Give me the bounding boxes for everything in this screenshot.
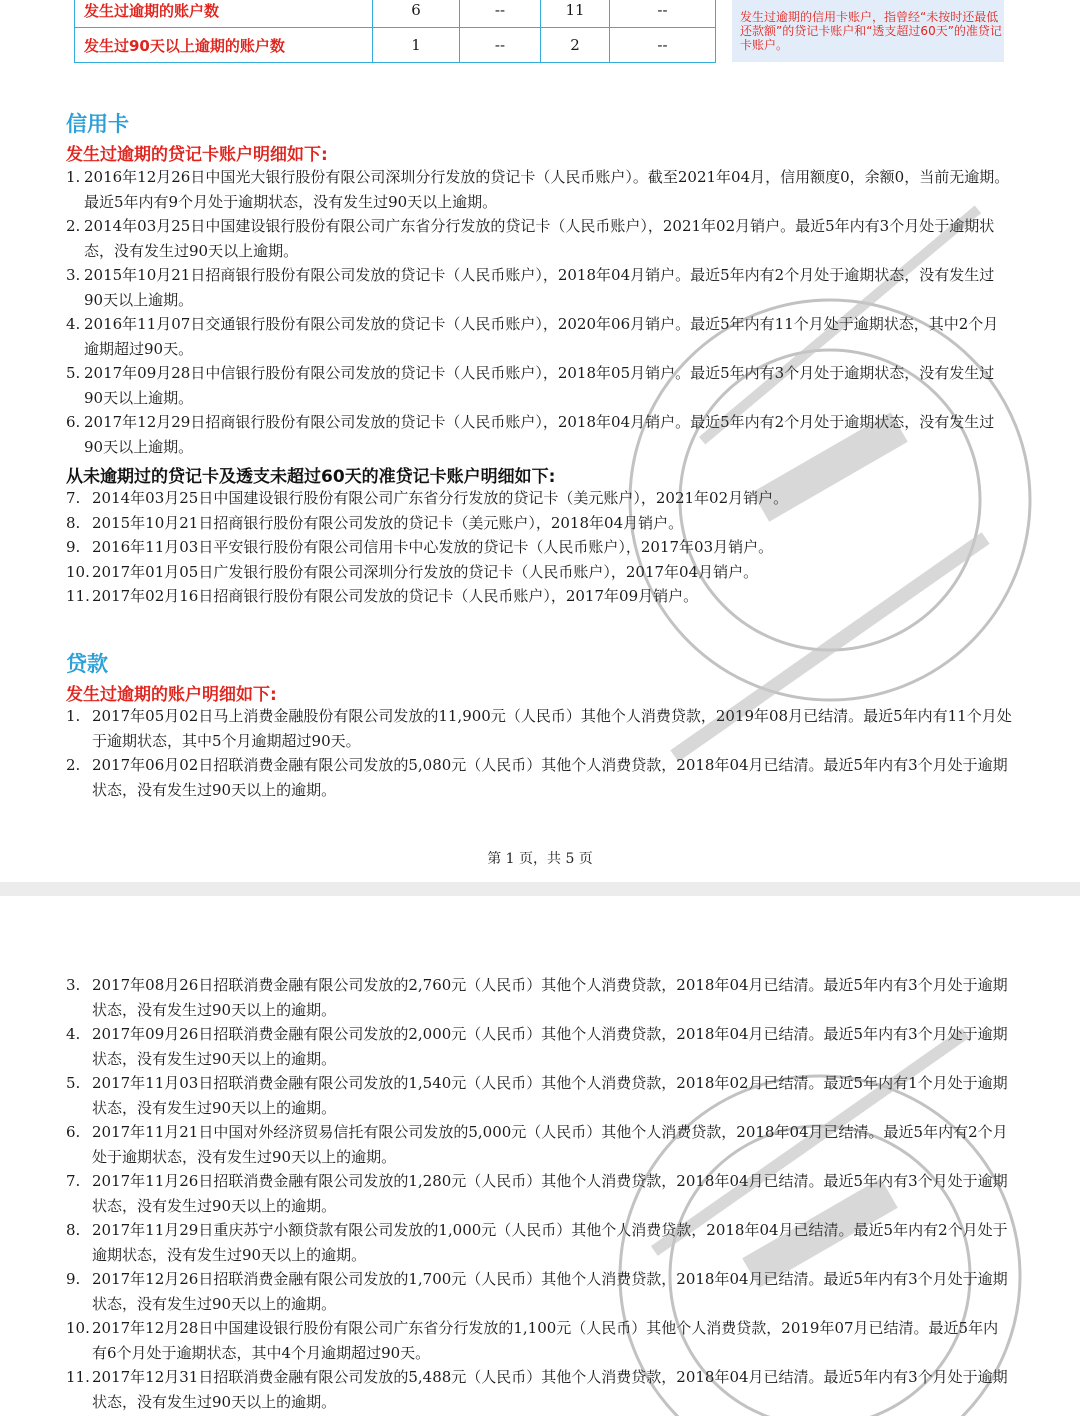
overdue-card-list xyxy=(66,165,1012,459)
list-item: 5. 2017年09月28日中信银行股份有限公司发放的贷记卡（人民币账户），2018年05月销户。最近5年内有3个月处于逾期状态，没有发生过90天以上逾期。 xyxy=(66,364,995,407)
table-row xyxy=(75,0,716,28)
summary-cell: -- xyxy=(460,28,541,63)
section-title-loans: 贷款 xyxy=(66,652,108,676)
list-item: 7. 2017年11月26日招联消费金融有限公司发放的1,280元（人民币）其他个人消费贷款，2018年04月已结清。最近5年内有3个月处于逾期状态，没有发生过90天以上的逾期。 xyxy=(66,1172,1008,1215)
list-item: 3. 2015年10月21日招商银行股份有限公司发放的贷记卡（人民币账户），2018年04月销户。最近5年内有2个月处于逾期状态，没有发生过90天以上逾期。 xyxy=(66,266,995,309)
list-item: 5. 2017年11月03日招联消费金融有限公司发放的1,540元（人民币）其他个人消费贷款，2018年02月已结清。最近5年内有1个月处于逾期状态，没有发生过90天以上的逾期。 xyxy=(66,1074,1008,1117)
summary-cell: 1 xyxy=(373,28,460,63)
list-item: 6. 2017年11月21日中国对外经济贸易信托有限公司发放的5,000元（人民币）其他个人消费贷款，2018年04月已结清。最近5年内有2个月处于逾期状态，没有发生过90天以上的逾期。 xyxy=(66,1123,1008,1166)
section-title-credit-card: 信用卡 xyxy=(66,112,129,136)
list-item: 11. 2017年12月31日招联消费金融有限公司发放的5,488元（人民币）其他个人消费贷款，2018年04月已结清。最近5年内有3个月处于逾期状态，没有发生过90天以上的逾期。 xyxy=(66,1368,1008,1411)
summary-table xyxy=(74,0,716,63)
list-item: 2. 2014年03月25日中国建设银行股份有限公司广东省分行发放的贷记卡（人民币账户），2021年02月销户。最近5年内有3个月处于逾期状态，没有发生过90天以上逾期。 xyxy=(66,217,995,260)
summary-cell: -- xyxy=(610,28,716,63)
overdue-loan-heading: 发生过逾期的账户明细如下: xyxy=(66,685,277,705)
summary-row-label: 发生过90天以上逾期的账户数 xyxy=(75,28,373,63)
list-item: 6. 2017年12月29日招商银行股份有限公司发放的贷记卡（人民币账户），2018年04月销户。最近5年内有2个月处于逾期状态，没有发生过90天以上逾期。 xyxy=(66,413,995,456)
list-item: 7. 2014年03月25日中国建设银行股份有限公司广东省分行发放的贷记卡（美元账户），2021年02月销户。 xyxy=(66,489,789,507)
summary-note: 发生过逾期的信用卡账户，指曾经“未按时还最低还款额”的贷记卡账户和“透支超过60天”的准贷记卡账户。 xyxy=(732,0,1004,62)
overdue-loan-list xyxy=(66,704,1012,802)
summary-cell: 11 xyxy=(541,0,610,28)
list-item: 4. 2017年09月26日招联消费金融有限公司发放的2,000元（人民币）其他个人消费贷款，2018年04月已结清。最近5年内有3个月处于逾期状态，没有发生过90天以上的逾期。 xyxy=(66,1025,1008,1068)
summary-cell: 2 xyxy=(541,28,610,63)
list-item: 3. 2017年08月26日招联消费金融有限公司发放的2,760元（人民币）其他个人消费贷款，2018年04月已结清。最近5年内有3个月处于逾期状态，没有发生过90天以上的逾期。 xyxy=(66,976,1008,1019)
summary-cell: -- xyxy=(460,0,541,28)
summary-cell: 6 xyxy=(373,0,460,28)
list-item: 4. 2016年11月07日交通银行股份有限公司发放的贷记卡（人民币账户），2020年06月销户。最近5年内有11个月处于逾期状态，其中2个月逾期超过90天。 xyxy=(66,315,999,358)
page-footer: 第 1 页，共 5 页 xyxy=(487,851,593,867)
list-item: 10. 2017年01月05日广发银行股份有限公司深圳分行发放的贷记卡（人民币账户），2017年04月销户。 xyxy=(66,562,759,581)
overdue-card-heading: 发生过逾期的贷记卡账户明细如下: xyxy=(66,145,328,165)
summary-row-label: 发生过逾期的账户数 xyxy=(75,0,373,28)
report-page-2 xyxy=(0,896,1080,1422)
page-separator xyxy=(0,882,1080,896)
list-item: 9. 2017年12月26日招联消费金融有限公司发放的1,700元（人民币）其他个人消费贷款，2018年04月已结清。最近5年内有3个月处于逾期状态，没有发生过90天以上的逾期。 xyxy=(66,1270,1008,1313)
never-overdue-heading: 从未逾期过的贷记卡及透支未超过60天的准贷记卡账户明细如下: xyxy=(66,467,556,487)
list-item: 2. 2017年06月02日招联消费金融有限公司发放的5,080元（人民币）其他个人消费贷款，2018年04月已结清。最近5年内有3个月处于逾期状态，没有发生过90天以上的逾期。 xyxy=(66,756,1008,799)
overdue-loan-list-continued xyxy=(66,973,1012,1414)
list-item: 10. 2017年12月28日中国建设银行股份有限公司广东省分行发放的1,100元（人民币）其他个人消费贷款，2019年07月已结清。最近5年内有6个月处于逾期状态，其中4个月逾期超过90天。 xyxy=(66,1319,999,1362)
summary-cell: -- xyxy=(610,0,716,28)
list-item: 1. 2017年05月02日马上消费金融股份有限公司发放的11,900元（人民币）其他个人消费贷款，2019年08月已结清。最近5年内有11个月处于逾期状态，其中5个月逾期超过90天。 xyxy=(66,707,1012,750)
list-item: 8. 2017年11月29日重庆苏宁小额贷款有限公司发放的1,000元（人民币）其他个人消费贷款，2018年04月已结清。最近5年内有2个月处于逾期状态，没有发生过90天以上的逾期。 xyxy=(66,1221,1008,1264)
table-row xyxy=(75,28,716,63)
list-item: 8. 2015年10月21日招商银行股份有限公司发放的贷记卡（美元账户），2018年04月销户。 xyxy=(66,513,684,532)
never-overdue-list xyxy=(66,486,1012,609)
list-item: 9. 2016年11月03日平安银行股份有限公司信用卡中心发放的贷记卡（人民币账户），2017年03月销户。 xyxy=(66,538,774,556)
list-item: 11. 2017年02月16日招商银行股份有限公司发放的贷记卡（人民币账户），2017年09月销户。 xyxy=(66,587,699,605)
list-item: 1. 2016年12月26日中国光大银行股份有限公司深圳分行发放的贷记卡（人民币账户）。截至2021年04月，信用额度0，余额0，当前无逾期。最近5年内有9个月处于逾期状态，没有发生过90天以上逾期。 xyxy=(66,168,1010,211)
